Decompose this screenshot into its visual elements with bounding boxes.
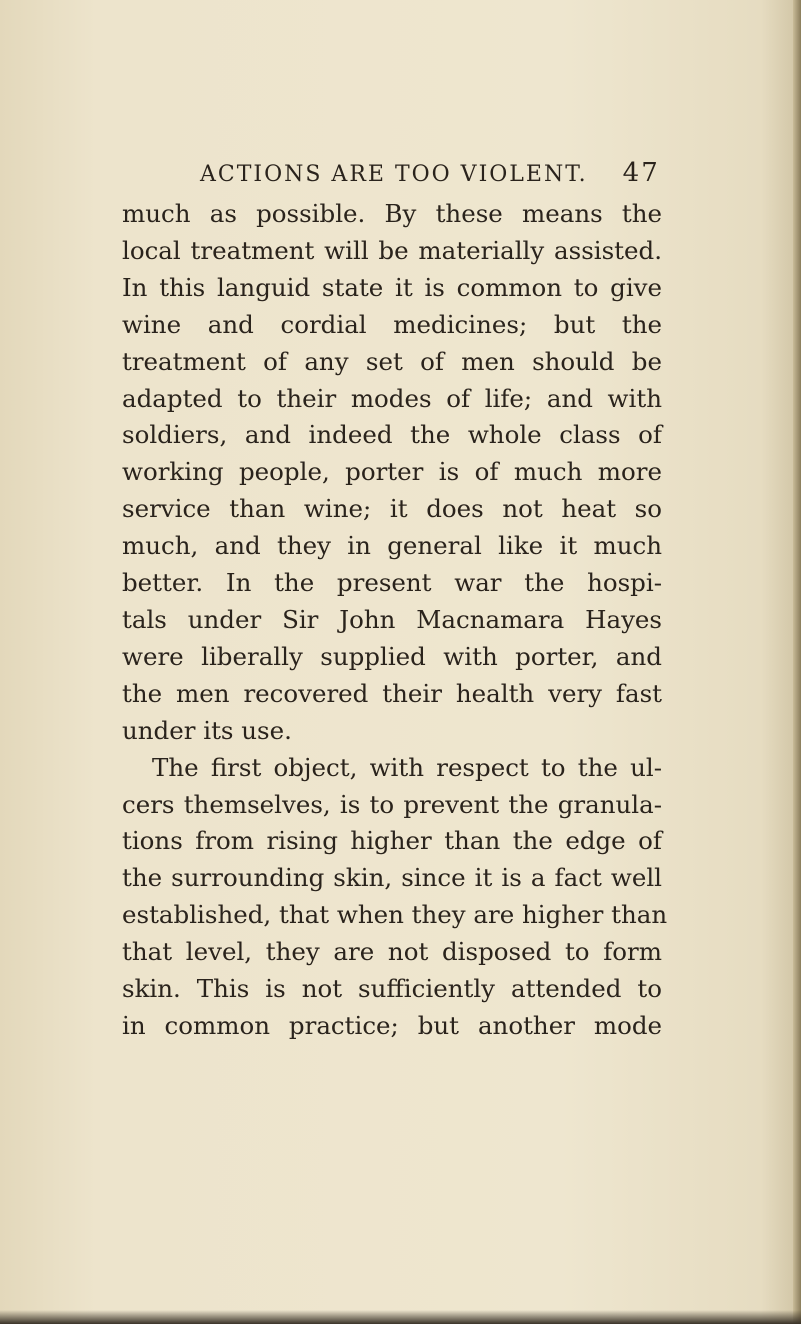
text-line: much, and they in general like it much bbox=[122, 531, 662, 561]
text-line: adapted to their modes of life; and with bbox=[122, 383, 662, 413]
text-line: much as possible. By these means the bbox=[122, 199, 662, 228]
text-line: under its use. bbox=[122, 715, 292, 745]
running-header bbox=[200, 158, 660, 188]
page-edge-shadow bbox=[793, 0, 801, 1324]
text-line: that level, they are not disposed to form bbox=[122, 937, 662, 967]
text-line: in common practice; but another mode bbox=[122, 1010, 662, 1040]
text-line: working people, porter is of much more bbox=[122, 457, 662, 487]
text-line: the men recovered their health very fast bbox=[122, 678, 662, 708]
text-line: wine and cordial medicines; but the bbox=[122, 309, 662, 339]
text-line: the surrounding skin, since it is a fact well bbox=[122, 863, 662, 893]
page-bottom-shadow bbox=[0, 1310, 801, 1324]
body-text bbox=[122, 196, 668, 1045]
text-line: established, that when they are higher than bbox=[122, 900, 668, 930]
running-title: ACTIONS ARE TOO VIOLENT. bbox=[200, 162, 588, 187]
text-line: better. In the present war the hospi- bbox=[122, 568, 662, 598]
text-line: skin. This is not sufficiently attended to bbox=[122, 974, 662, 1004]
text-line: The first object, with respect to the ul- bbox=[152, 752, 662, 782]
page-number: 47 bbox=[622, 158, 660, 188]
text-line: In this languid state it is common to give bbox=[122, 272, 662, 302]
text-line: treatment of any set of men should be bbox=[122, 346, 662, 376]
text-line: soldiers, and indeed the whole class of bbox=[122, 420, 662, 450]
text-line: local treatment will be materially assisted. bbox=[122, 235, 662, 265]
text-line: tions from rising higher than the edge of bbox=[122, 826, 662, 856]
text-line: were liberally supplied with porter, and bbox=[122, 641, 662, 671]
text-line: service than wine; it does not heat so bbox=[122, 494, 662, 524]
text-line: cers themselves, is to prevent the granula- bbox=[122, 789, 662, 819]
text-line: tals under Sir John Macnamara Hayes bbox=[122, 604, 662, 634]
